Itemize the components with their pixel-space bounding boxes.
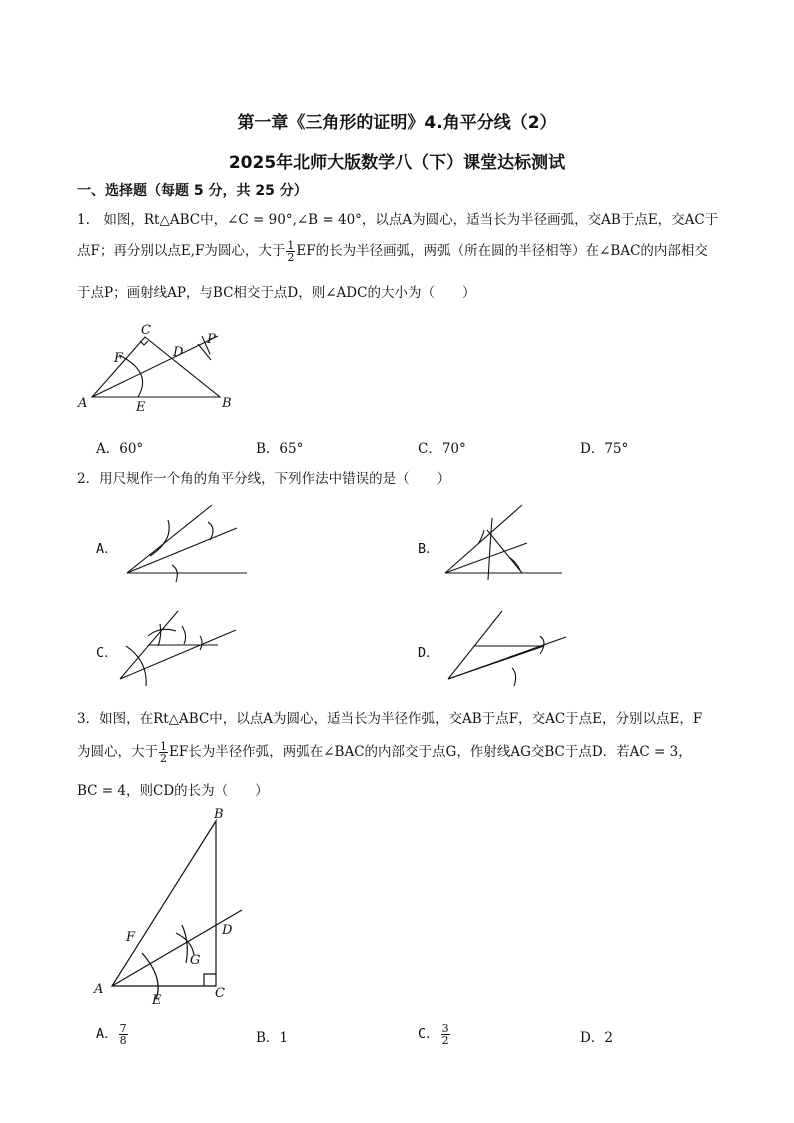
label-f: F [126,930,136,945]
fraction-half [286,240,295,263]
fraction-numerator: 1 [287,239,295,252]
q2-option-c-label[interactable]: C． [96,645,118,661]
q2-figure-a[interactable] [122,500,252,580]
right-angle-mark [204,974,216,986]
fraction-denominator: 2 [287,251,295,264]
fraction-numerator: 7 [119,1022,127,1035]
q2-option-b-label[interactable]: B． [418,541,440,557]
label-e: E [152,993,162,1008]
label-b: B [222,396,232,411]
fraction-numerator: 3 [441,1022,449,1035]
label-p: P [207,332,216,347]
q3-option-a[interactable] [96,1022,129,1046]
right-angle-mark [140,341,148,345]
fraction-denominator: 8 [119,1034,127,1047]
label-g: G [190,953,201,968]
label-d: D [173,345,184,360]
label-d: D [222,923,233,938]
q1-stem-line2 [77,239,708,263]
label-b: B [214,807,224,822]
q3-option-c-label: C． [418,1026,440,1042]
q3-option-b[interactable]: B．1 [256,1030,289,1046]
q1-stem-line2-a: 点F；再分别以点E,F为圆心，大于 [77,243,286,259]
q1-option-c[interactable]: C．70° [418,441,466,457]
q2-figure-c[interactable] [118,606,248,686]
q2-option-a-label[interactable]: A． [96,541,118,557]
q3-option-d[interactable]: D．2 [580,1030,613,1046]
page-title: 第一章《三角形的证明》4.角平分线（2） [237,113,557,133]
fraction-denominator: 2 [441,1034,449,1047]
label-a: A [94,982,104,997]
q3-option-c[interactable] [418,1022,451,1046]
q1-stem-line3: 于点P；画射线AP，与BC相交于点D，则∠ADC的大小为（ ） [77,285,476,301]
fraction-seven-eighths [119,1023,128,1046]
q2-figure-b[interactable] [442,500,572,580]
fraction-numerator: 1 [160,740,167,753]
ray-ag [112,910,242,986]
q3-stem-line2 [77,740,692,764]
fraction-denominator: 2 [160,752,167,765]
q3-stem-line3: BC = 4，则CD的长为（ ） [77,783,269,799]
fraction-three-halves [441,1023,450,1046]
page-subtitle: 2025年北师大版数学八（下）课堂达标测试 [228,153,566,173]
q1-option-a[interactable]: A．60° [96,441,144,457]
q2-stem: 2．用尺规作一个角的角平分线，下列作法中错误的是（ ） [77,471,451,487]
q1-option-b[interactable]: B．65° [256,441,304,457]
q3-stem-line2-b: EF长为半径作弧，两弧在∠BAC的内部交于点G，作射线AG交BC于点D．若AC = 3， [169,744,692,760]
q1-option-d[interactable]: D．75° [580,441,629,457]
label-a: A [78,396,88,411]
label-c: C [215,986,225,1001]
q1-triangle-figure [78,322,238,415]
q1-stem-line1: 1. 如图，Rt△ABC中，∠C = 90°,∠B = 40°，以点A为圆心，适当长为半径画弧，交AB于点E，交AC于 [77,212,719,228]
section-heading: 一、选择题（每题 5 分，共 25 分） [77,183,308,199]
label-f: F [114,351,124,366]
q3-stem-line2-a: 为圆心，大于 [77,744,158,760]
q1-stem-line2-b: EF的长为半径画弧，两弧（所在圆的半径相等）在∠BAC的内部相交 [296,243,708,259]
q3-triangle-figure [94,803,254,1013]
q3-stem-line1: 3．如图，在Rt△ABC中，以点A为圆心，适当长为半径作弧，交AB于点F，交AC于点E，分别以点E，F [77,711,703,727]
label-e: E [136,400,146,415]
triangle-abc [112,821,216,986]
q2-figure-d[interactable] [444,606,574,686]
fraction-half [159,741,168,764]
q3-option-a-label: A． [96,1026,118,1042]
q2-option-d-label[interactable]: D． [418,645,440,661]
label-c: C [141,323,151,338]
